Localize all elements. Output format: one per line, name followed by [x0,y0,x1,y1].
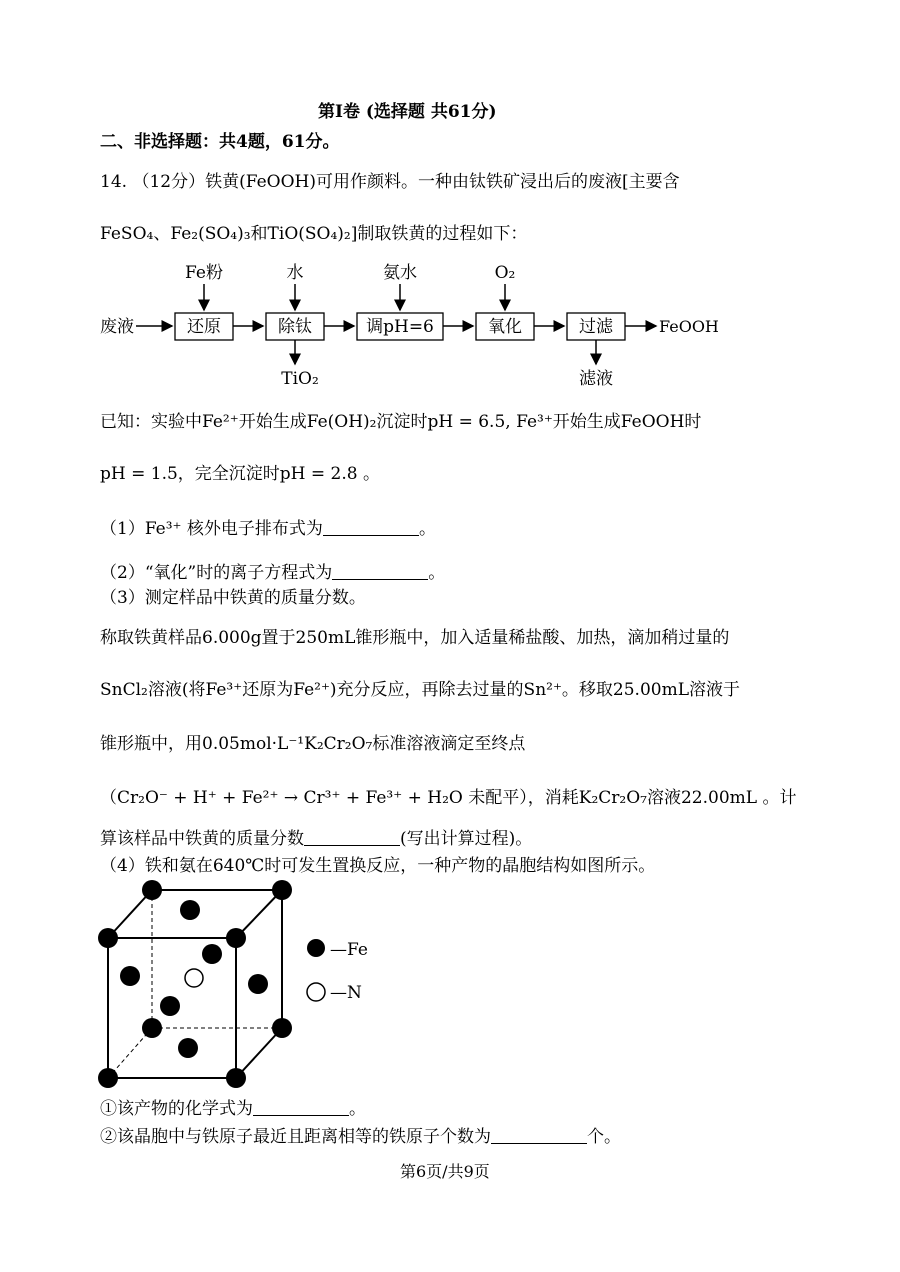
crystal-cell-diagram [90,878,400,1093]
answer-blank-5[interactable] [491,1126,587,1144]
answer-blank-1[interactable] [323,518,419,536]
flow-start: 废液 [100,317,134,337]
svg-text:TiO₂: TiO₂ [281,369,319,389]
svg-text:还原: 还原 [187,317,221,337]
page-footer: 第6页/共9页 [400,1162,490,1181]
answer-blank-3[interactable] [304,828,400,846]
svg-text:除钛: 除钛 [278,317,312,337]
intro-formula: FeSO₄、Fe₂(SO₄)₃和TiO(SO₄)₂ [100,224,351,244]
legend-n: —N [330,983,362,1003]
svg-text:Fe粉: Fe粉 [185,263,223,283]
part-4: （4）铁和氨在640℃时可发生置换反应，一种产物的晶胞结构如图所示。 [100,856,656,876]
svg-text:氨水: 氨水 [383,263,417,283]
svg-text:O₂: O₂ [494,263,516,283]
svg-text:过滤: 过滤 [579,317,613,337]
q14-intro: 14. （12分）铁黄(FeOOH)可用作颜料。一种由钛铁矿浸出后的废液[主要含 [100,172,680,192]
svg-text:氧化: 氧化 [488,317,522,337]
part-1: （1）Fe³⁺ 核外电子排布式为 。 [100,519,436,539]
section-title: 第Ⅰ卷 (选择题 共61分) [318,102,497,122]
svg-text:调pH=6: 调pH=6 [366,317,434,337]
part-3-line2: SnCl₂溶液(将Fe³⁺还原为Fe²⁺)充分反应，再除去过量的Sn²⁺。移取25.00mL溶液于 [100,680,741,700]
part-3-line3: 锥形瓶中，用0.05mol·L⁻¹K₂Cr₂O₇标准溶液滴定至终点 [100,734,526,754]
known-line2: pH = 1.5，完全沉淀时pH = 2.8 。 [100,464,380,484]
sub-question-1: ①该产物的化学式为 。 [100,1099,366,1119]
svg-text:水: 水 [286,263,304,283]
part-3-line5: 算该样品中铁黄的质量分数 (写出计算过程)。 [100,829,533,849]
legend-fe: —Fe [330,940,368,960]
process-flow-diagram [90,258,740,393]
answer-blank-4[interactable] [253,1098,349,1116]
part-3: （3）测定样品中铁黄的质量分数。 [100,588,366,608]
intro-tail: ]制取铁黄的过程如下： [350,224,528,244]
svg-text:滤液: 滤液 [579,369,613,389]
sub-question-2: ②该晶胞中与铁原子最近且距离相等的铁原子个数为 个。 [100,1127,621,1147]
known-line1: 已知：实验中Fe²⁺开始生成Fe(OH)₂沉淀时pH = 6.5, Fe³⁺开始生成FeOOH时 [100,412,702,432]
section-heading: 二、非选择题：共4题，61分。 [100,132,340,152]
q14-intro-line2 [100,224,527,244]
part-2: （2）“氧化”时的离子方程式为 。 [100,563,446,583]
part-3-line4: （Cr₂O⁻ + H⁺ + Fe²⁺ → Cr³⁺ + Fe³⁺ + H₂O 未配平），消耗K₂Cr₂O₇溶液22.00mL 。计 [100,788,797,808]
flow-product: FeOOH [659,317,719,336]
answer-blank-2[interactable] [332,562,428,580]
part-3-line1: 称取铁黄样品6.000g置于250mL锥形瓶中，加入适量稀盐酸、加热，滴加稍过量的 [100,628,730,648]
